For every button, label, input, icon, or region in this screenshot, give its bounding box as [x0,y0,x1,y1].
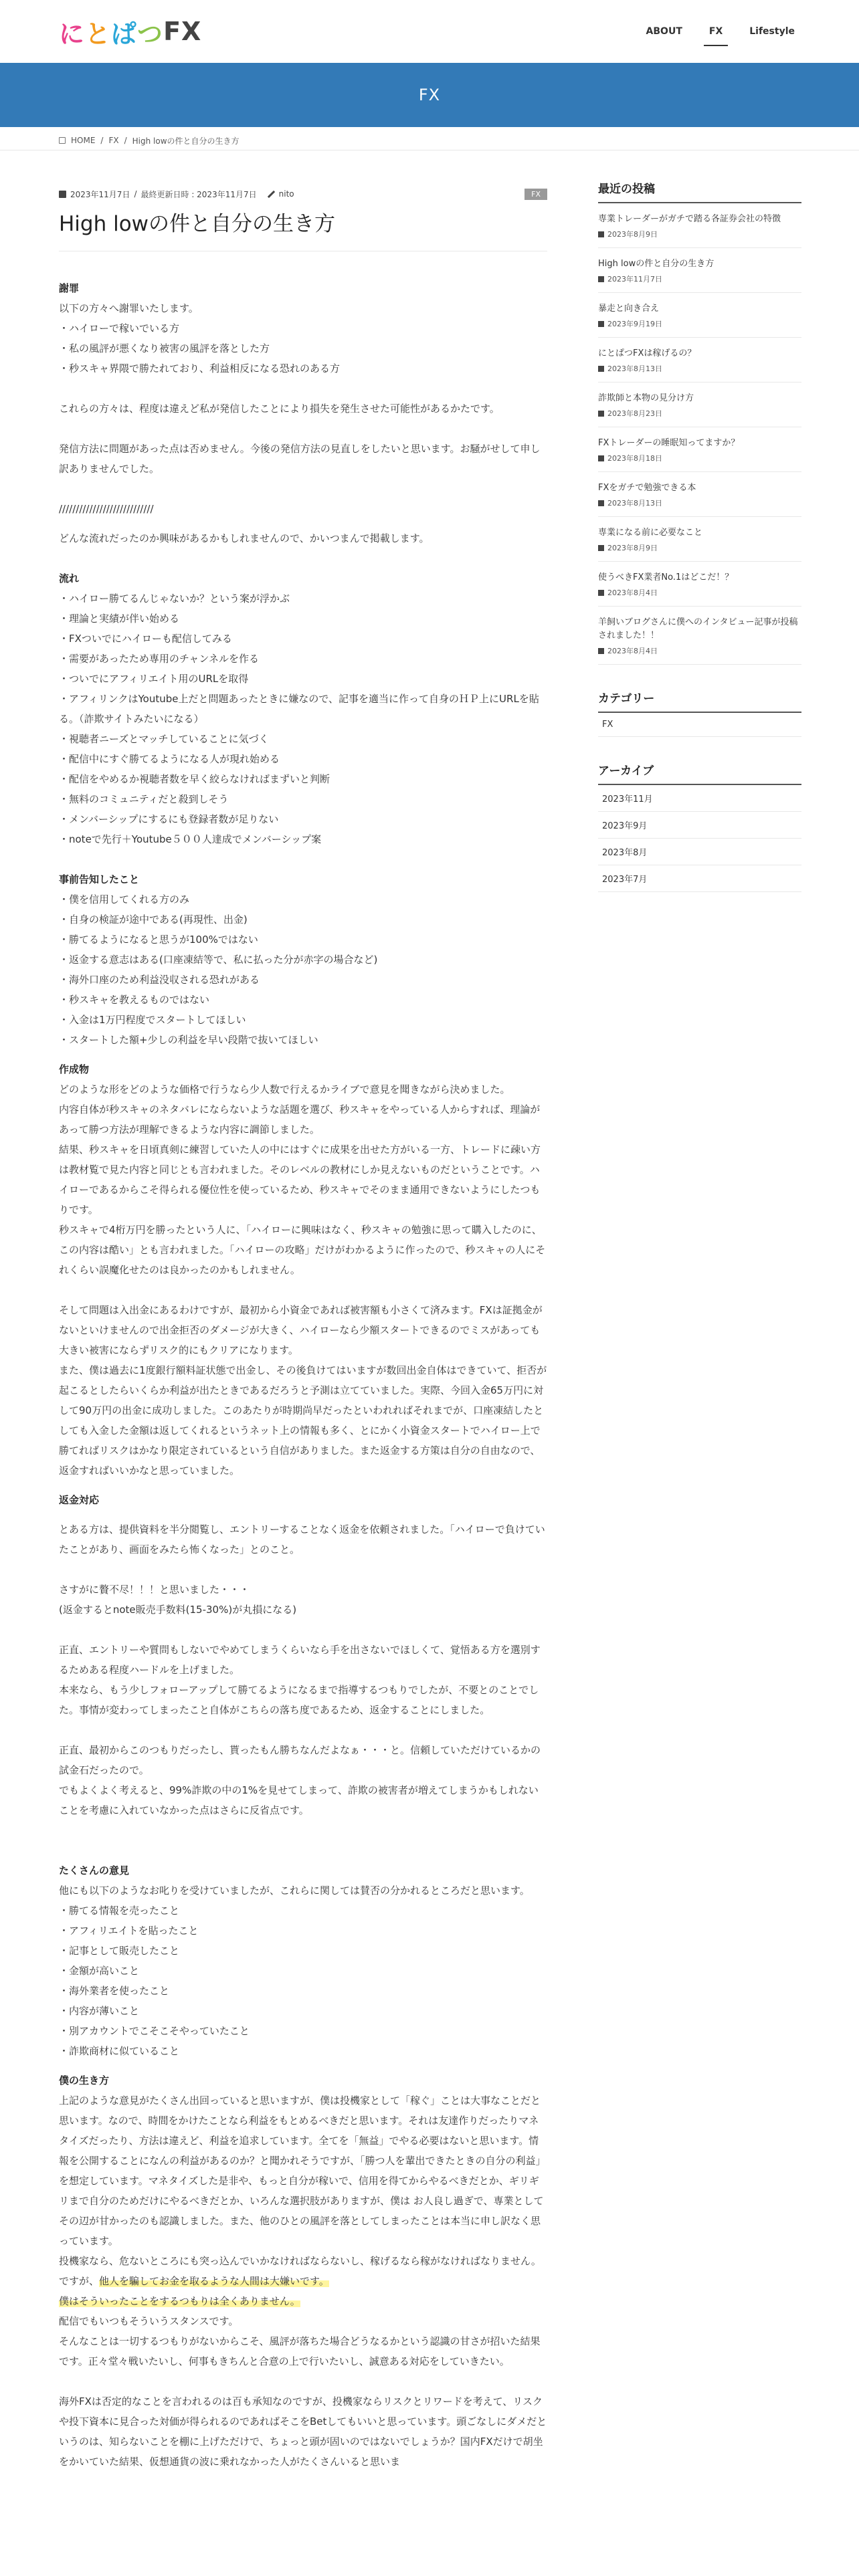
recent-post-date [598,363,801,374]
category-item[interactable]: FX [598,713,801,737]
date-text: 2023年8月9日 [607,544,658,552]
date-text: 2023年8月13日 [607,499,662,508]
paragraph: ・理論と実績が伴い始める [59,613,180,625]
breadcrumb [59,131,240,150]
calendar-icon [598,231,604,237]
spacer [59,1280,547,1300]
paragraph: ・海外口座のため利益没収される恐れがある [59,974,260,986]
paragraph: ・勝てるようになると思うが100%ではない [59,934,258,946]
paragraph: ・無料のコミュニティだと殺到しそう [59,793,229,806]
calendar-icon [59,191,66,198]
paragraph: ・返金する意志はある(口座凍結等で、私に払った分が赤字の場合など) [59,954,378,966]
paragraph: 本来なら、もう少しフォローアップして勝てるようになるまで指導するつもりでしたが、不要とのことでした。事情が変わってしまったこと自体がこちらの落ち度であるため、返金することにしました。 [59,1684,539,1717]
paragraph: ・配信をやめるか視聴者数を早く絞らなければまずいと判断 [59,773,330,786]
category-list [598,713,801,737]
paragraph: ・内容が薄いこと [59,2005,140,2018]
recent-post-link[interactable]: 詐欺師と本物の見分け方 [598,393,694,403]
site-header [0,0,859,63]
paragraph: ・別アカウントでこそこそやっていたこと [59,2025,250,2038]
spacer [59,2061,547,2070]
calendar-icon [598,321,604,327]
paragraph: //////////////////////////// [59,503,154,516]
paragraph: どんな流れだったのか興味があるかもしれませんので、かいつまんで掲載します。 [59,532,430,545]
spacer [59,379,547,399]
highlight-paragraph [59,2291,547,2311]
breadcrumb-current: High lowの件と自分の生き方 [132,136,240,146]
paragraph: 投機家なら、危ないところにも突っ込んでいかなければならないし、稼げるなら稼がなければなりません。 [59,2255,541,2268]
breadcrumb-separator: / [124,136,127,145]
date-text: 2023年8月4日 [607,588,658,597]
recent-post-date [598,274,801,284]
paragraph: ・記事として販売したこと [59,1945,180,1957]
paragraph: 海外FXは否定的なことを言われるのは百も承知なのですが、投機家ならリスクとリワードを考えて、リスクや投下資本に見合った対価が得られるのであればそこをBetしてもいいと思っています。頭ごなしにダメだというのは、知らないことを棚に上げただけで、ちょっと頭が固いのではないでしょうか？国内FXだけで胡坐をかいていた結果、仮想通貨の波に乗れなかった人がたくさんいると思いま [59,2395,547,2468]
recent-post-link[interactable]: FXをガチで勉強できる本 [598,483,696,493]
logo-char: と [85,19,112,49]
recent-post-item [598,427,801,472]
paragraph: 秒スキャで4桁万円を勝ったという人に、「ハイローに興味はなく、秒スキャの勉強に思って購入したのに、この内容は酷い」とも言われました。「ハイローの攻略」だけがわかるように作ったので、秒スキャの人にそれくらい誤魔化せたのは良かったのかもしれません。 [59,1224,546,1277]
spacer [59,1050,547,1059]
paragraph: 発信方法に問題があった点は否めません。今後の発信方法の見直しをしたいと思います。お騒がせして申し訳ありませんでした。 [59,443,541,475]
paragraph: どのような形をどのような価格で行うなら少人数で行えるかライブで意見を聞きながら決めました。 [59,1083,510,1096]
spacer [59,1620,547,1640]
paragraph: ・FXついでにハイローも配信してみる [59,633,232,645]
archive-item[interactable]: 2023年9月 [598,812,801,839]
spacer [59,1820,547,1860]
recent-post-item [598,203,801,248]
paragraph: さすがに贅不尽！！！と思いました・・・ [59,1584,250,1596]
recent-post-date [598,542,801,553]
paragraph: (返金するとnote販売手数料(15-30%)が丸損になる) [59,1604,297,1616]
spacer [59,1560,547,1580]
date-text: 2023年8月23日 [607,409,662,418]
paragraph: ・視聴者ニーズとマッチしていることに気づく [59,733,269,746]
recent-post-item [598,562,801,607]
paragraph: ・ハイロー勝てるんじゃないか？という案が浮かぶ [59,593,290,605]
hero-title: FX [418,86,441,104]
date-text: 2023年8月9日 [607,230,658,239]
date-text: 2023年8月13日 [607,364,662,373]
recent-post-link[interactable]: 専業になる前に必要なこと [598,528,703,538]
logo-char: つ [137,19,164,49]
section-heading: 事前告知したこと [59,873,140,886]
paragraph: ・海外業者を使ったこと [59,1985,170,1998]
breadcrumb-category[interactable]: FX [108,136,119,145]
date-text: 2023年8月4日 [607,647,658,655]
author-icon [268,191,275,198]
recent-post-link[interactable]: 羊飼いブログさんに僕へのインタビュー記事が投稿されました！！ [598,617,798,641]
published-date: 2023年11月7日 [70,189,130,199]
spacer [59,479,547,499]
section-heading: 僕の生き方 [59,2074,110,2087]
section-heading: 流れ [59,572,80,585]
logo-char: FX [163,17,202,46]
date-text: 2023年9月19日 [607,320,662,328]
paragraph: ・アフィリンクはYoutube上だと問題あったときに嫌なので、記事を適当に作って自身のＨＰ上にURLを貼る。（詐欺サイトみたいになる） [59,693,539,726]
paragraph: ・僕を信用してくれる方のみ [59,893,190,906]
recent-post-date [598,229,801,239]
paragraph: ・金額が高いこと [59,1965,140,1977]
calendar-icon [598,411,604,417]
calendar-icon [598,455,604,461]
recent-post-item [598,607,801,665]
paragraph: ・秒スキャ界隈で勝たれており、利益相反になる恐れのある方 [59,362,341,375]
recent-post-link[interactable]: 使うべきFX業者No.1はどこだ！？ [598,572,734,582]
recent-post-item [598,472,801,517]
calendar-icon [598,648,604,654]
recent-post-item [598,383,801,427]
recent-posts-heading: 最近の投稿 [598,179,801,203]
paragraph: 以下の方々へ謝罪いたします。 [59,302,199,315]
spacer [59,1481,547,1490]
breadcrumb-home[interactable]: HOME [71,136,96,145]
updated-date: 最終更新日時 : 2023年11月7日 [140,189,257,199]
paragraph: ・noteで先行＋Youtube５００人達成でメンバーシップ案 [59,833,322,846]
paragraph: ・メンバーシップにするにも登録者数が足りない [59,813,279,826]
recent-post-date [598,587,801,598]
paragraph: ・ハイローで稼いでいる方 [59,322,180,335]
nav-item-about[interactable]: ABOUT [646,26,682,37]
author-link[interactable]: nito [278,189,294,199]
recent-post-link[interactable]: 専業トレーダーがガチで踏る各証券会社の特徴 [598,214,781,224]
nav-item-lifestyle[interactable]: Lifestyle [749,26,795,37]
sidebar [598,179,801,892]
category-hero [0,63,859,127]
paragraph: 上記のような意見がたくさん出回っていると思いますが、僕は投機家として「稼ぐ」ことは大事なことだと思います。なので、時間をかけたことなら利益をもとめるべきだと思います。それは友達作りだったりマネタイズだったり、方法は違えど、利益を追求しています。全てを「無益」でやる必要はないと思います。情報を公開することになんの利益があるのか？と聞かれそうですが、「勝つ人を輩出できたときの自分の利益」を想定しています。マネタイズした是非や、もっと自分が稼いで、信用を得てからやるべきだとか、ギリギリまで自分のためだけにやるべきだとか、いろんな選択肢がありますが、僕は お人良し過ぎで、専業としてその辺が甘かったのも認識しました。また、他のひとの風評を落としてしまったことは本当に申し訳なく思っています。 [59,2095,546,2248]
recent-post-date [598,645,801,656]
main-nav [646,0,795,63]
highlighted-text: 僕はそういったことをするつもりは全くありません。 [59,2295,300,2308]
paragraph: 結果、秒スキャを日頃真剣に練習していた人の中にはすぐに成果を出せた方がいる一方、トレードに疎い方は教材覧で見た内容と同じとも言われました。そのレベルの教材にしか見えないものだということです。ハイローであるからこそ得られる優位性を使っているため、秒スキャでそのまま通用できないようにしたつもりです。 [59,1144,541,1216]
highlighted-text: 他人を騙してお金を取るような人間は大嫌いです。 [99,2275,329,2288]
post-title: High lowの件と自分の生き方 [59,210,547,251]
post-content [59,278,547,2472]
paragraph: 正直、最初からこのつもりだったし、貰ったもん勝ちなんだよなぁ・・・と。信頼していただけているかの試金石だったので。 [59,1744,541,1777]
spacer [59,1510,547,1519]
spacer [59,2371,547,2391]
archive-list [598,785,801,892]
date-text: 2023年8月18日 [607,454,662,463]
paragraph: 内容自体が秒スキャのネタバレにならないような話題を選び、秒スキャをやっている人からすれば、理論があって勝つ方法が理解できるような内容に調節しました。 [59,1103,541,1136]
calendar-icon [598,545,604,551]
paragraph: ・入金は1万円程度でスタートしてほしい [59,1014,246,1027]
spacer [59,548,547,568]
spacer [59,849,547,869]
calendar-icon [598,366,604,372]
section-heading: 謝罪 [59,282,80,295]
paragraph: また、僕は過去に1度銀行額料証状態で出金し、その後負けてはいますが数回出金自体はできていて、拒否が起こるとしたらいくらか利益が出たときであるだろうと予測は立てていました。実際、今回入金65万円に対して90万円の出金に成功しました。このあたりが時期尚早だったといわれればそれまでが、口座凍結したとしても入金した金額は返してくれるというネット上の情報も多く、とにかく小資金スタートでハイロー上で勝てればリスクはかなり限定されているという自信がありました。また返金する方策は自分の自由なので、返金すればいいかなと思っていました。 [59,1364,547,1477]
paragraph: そして問題は入出金にあるわけですが、最初から小資金であれば被害額も小さくて済みます。FXは証拠金がないといけませんので出金拒否のダメージが大きく、ハイローなら少額スタートできるのでミスがあっても大きい被害にならずリスク的にもクリアになります。 [59,1304,543,1357]
recent-post-item [598,248,801,293]
breadcrumb-separator: / [100,136,104,145]
recent-post-date [598,453,801,463]
spacer [59,1720,547,1740]
article [59,187,547,2472]
spacer [59,519,547,528]
archive-item[interactable]: 2023年8月 [598,839,801,865]
home-icon [59,137,66,144]
recent-post-date [598,498,801,508]
recent-post-date [598,318,801,329]
paragraph: 正直、エントリーや質問もしないでやめてしまうくらいなら手を出さないでほしくて、覚悟ある方を選別するためある程度ハードルを上げました。 [59,1644,541,1677]
logo-char: ぱ [111,19,138,49]
logo-char: に [59,19,86,49]
calendar-icon [598,276,604,282]
category-badge[interactable]: FX [524,189,547,200]
paragraph: そんなことは一切するつもりがないからこそ、風評が落ちた場合どうなるかという認識の甘さが招いた結果です。正々堂々戦いたいし、何事もきちんと合意の上で行いたいし、誠意ある対応をしていきたい。 [59,2335,541,2368]
recent-post-item [598,517,801,562]
recent-posts-list [598,203,801,665]
recent-post-link[interactable]: にとぱつFXは稼げるの？ [598,348,696,358]
paragraph: ・スタートした額+少しの利益を早い段階で抜いてほしい [59,1034,318,1047]
calendar-icon [598,590,604,596]
paragraph: ・私の風評が悪くなり被害の風評を落とした方 [59,342,270,355]
meta-separator: / [134,189,137,199]
site-logo[interactable] [59,16,201,47]
paragraph-lead: ですが、 [59,2275,100,2288]
section-heading: 作成物 [59,1063,90,1076]
highlight-paragraph [59,2271,547,2291]
paragraph: ・詐欺商材に似ていること [59,2045,180,2058]
recent-post-link[interactable]: High lowの件と自分の生き方 [598,259,714,269]
date-text: 2023年11月7日 [607,275,662,284]
paragraph: ・需要があったため専用のチャンネルを作る [59,653,259,665]
paragraph: ・アフィリエイトを貼ったこと [59,1925,199,1937]
post-meta [59,187,547,201]
paragraph: 他にも以下のようなお叱りを受けていましたが、これらに関しては賛否の分かれるところだと思います。 [59,1885,530,1897]
recent-post-link[interactable]: FXトレーダーの睡眠知ってますか？ [598,438,740,448]
paragraph: とある方は、提供資料を半分閲覧し、エントリーすることなく返金を依頼されました。「ハイローで負けていたことがあり、画面をみたら怖くなった」とのこと。 [59,1523,545,1556]
section-heading: 返金対応 [59,1494,100,1507]
recent-post-link[interactable]: 暴走と向き合え [598,304,660,314]
recent-post-item [598,338,801,383]
paragraph: ・勝てる情報を売ったこと [59,1905,180,1917]
category-heading: カテゴリー [598,689,801,713]
paragraph: ・ついでにアフィリエイト用のURLを取得 [59,673,249,685]
section-heading: たくさんの意見 [59,1864,130,1877]
calendar-icon [598,500,604,506]
archive-item[interactable]: 2023年7月 [598,865,801,892]
paragraph: ・配信中にすぐ勝てるようになる人が現れ始める [59,753,280,766]
paragraph: 配信でもいつもそういうスタンスです。 [59,2315,239,2328]
archive-heading: アーカイブ [598,761,801,785]
recent-post-item [598,293,801,338]
paragraph: これらの方々は、程度は違えど私が発信したことにより損失を発生させた可能性があるかたです。 [59,403,500,415]
paragraph: でもよくよく考えると、99%詐欺の中の1%を見せてしまって、詐欺の被害者が増えてしまうかもしれないことを考慮に入れていなかった点はさらに反省点です。 [59,1784,539,1817]
archive-item[interactable]: 2023年11月 [598,785,801,812]
paragraph: ・自身の検証が途中である(再現性、出金) [59,914,248,926]
nav-item-fx[interactable]: FX [709,21,723,42]
paragraph: ・秒スキャを教えるものではない [59,994,210,1006]
spacer [59,419,547,439]
recent-post-date [598,408,801,419]
